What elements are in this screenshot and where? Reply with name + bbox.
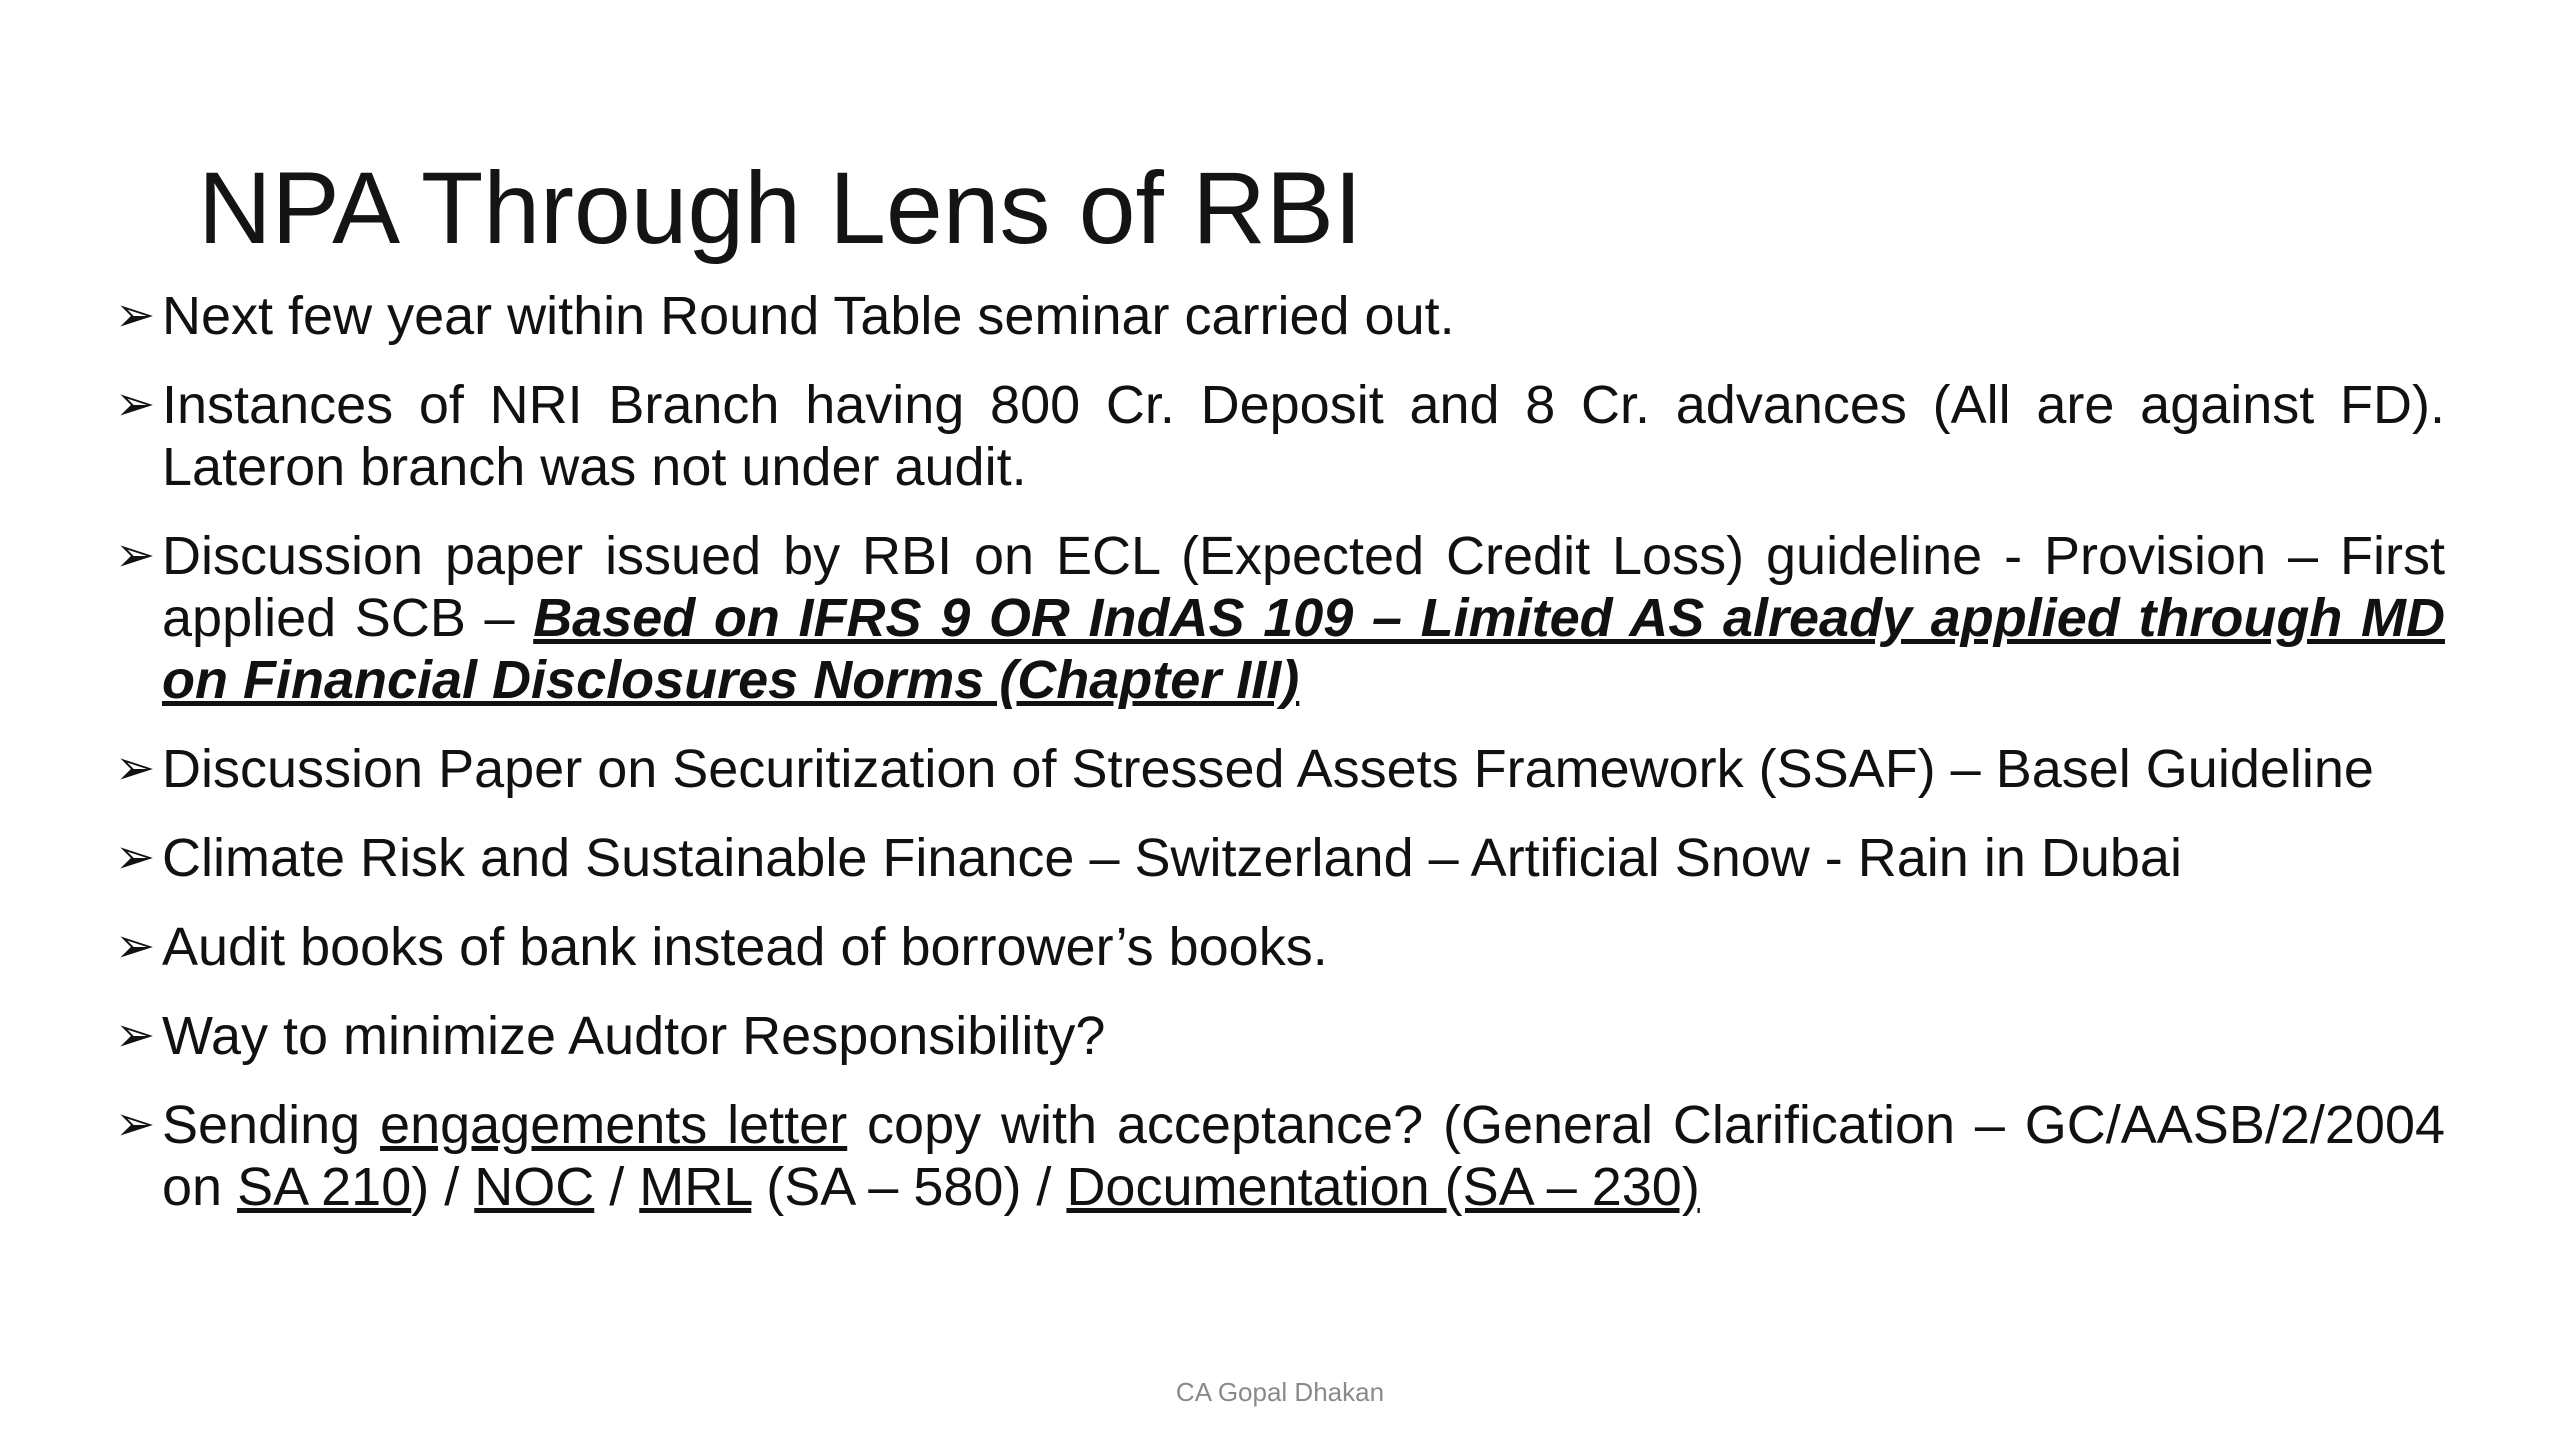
bullet-text: (SA – 580) / <box>751 1157 1067 1217</box>
slide-footer: CA Gopal Dhakan <box>1175 1377 1385 1407</box>
arrow-bullet-icon: ➢ <box>115 529 156 582</box>
bullet-text: Sending <box>162 1095 381 1155</box>
arrow-bullet-icon: ➢ <box>115 1098 156 1151</box>
engagement-letter-link[interactable]: engagements letter <box>380 1095 848 1155</box>
slide-title: NPA Through Lens of RBI <box>198 151 1363 265</box>
bullet-text: Instances of NRI Branch having 800 Cr. Deposit and 8 Cr. advances (All are against FD). Lateron branch was not under audit. <box>162 375 2445 497</box>
bullet-text: Audit books of bank instead of borrower’s books. <box>162 917 1328 977</box>
bullet-item <box>115 1094 2445 1218</box>
bullet-text: Discussion Paper on Securitization of Stressed Assets Framework (SSAF) – Basel Guideline <box>162 739 2374 799</box>
bullet-text: Discussion paper issued by RBI on ECL (Expected Credit Loss) guideline - Provision – First applied SCB – <box>162 526 2445 648</box>
bullet-item <box>115 525 2445 711</box>
bullet-text: Next few year within Round Table seminar carried out. <box>162 286 1455 346</box>
bullet-emphasis-text: Based on IFRS 9 OR IndAS 109 – Limited AS already applied through MD on Financial Disclosures Norms (Chapter III) <box>162 588 2445 710</box>
documentation-link[interactable]: Documentation (SA – 230) <box>1066 1157 1700 1217</box>
arrow-bullet-icon: ➢ <box>115 289 156 342</box>
arrow-bullet-icon: ➢ <box>115 920 156 973</box>
arrow-bullet-icon: ➢ <box>115 742 156 795</box>
bullet-item <box>115 374 2445 498</box>
noc-link[interactable]: NOC <box>474 1157 595 1217</box>
bullet-text: / <box>594 1157 640 1217</box>
bullet-text: Way to minimize Audtor Responsibility? <box>162 1006 1106 1066</box>
mrl-link[interactable]: MRL <box>639 1157 752 1217</box>
bullet-item <box>115 827 2445 889</box>
bullet-item <box>115 1005 2445 1067</box>
bullet-item <box>115 738 2445 800</box>
bullet-text: copy with acceptance? (General Clarification – GC/AASB/2/2004 on <box>162 1095 2446 1217</box>
sa-210-link[interactable]: SA 210 <box>237 1157 412 1217</box>
bullet-text: Climate Risk and Sustainable Finance – Switzerland – Artificial Snow - Rain in Dubai <box>162 828 2182 888</box>
bullet-text: ) / <box>411 1157 475 1217</box>
bullet-list <box>115 285 2445 1245</box>
arrow-bullet-icon: ➢ <box>115 378 156 431</box>
arrow-bullet-icon: ➢ <box>115 1009 156 1062</box>
arrow-bullet-icon: ➢ <box>115 831 156 884</box>
bullet-item <box>115 285 2445 347</box>
bullet-item <box>115 916 2445 978</box>
